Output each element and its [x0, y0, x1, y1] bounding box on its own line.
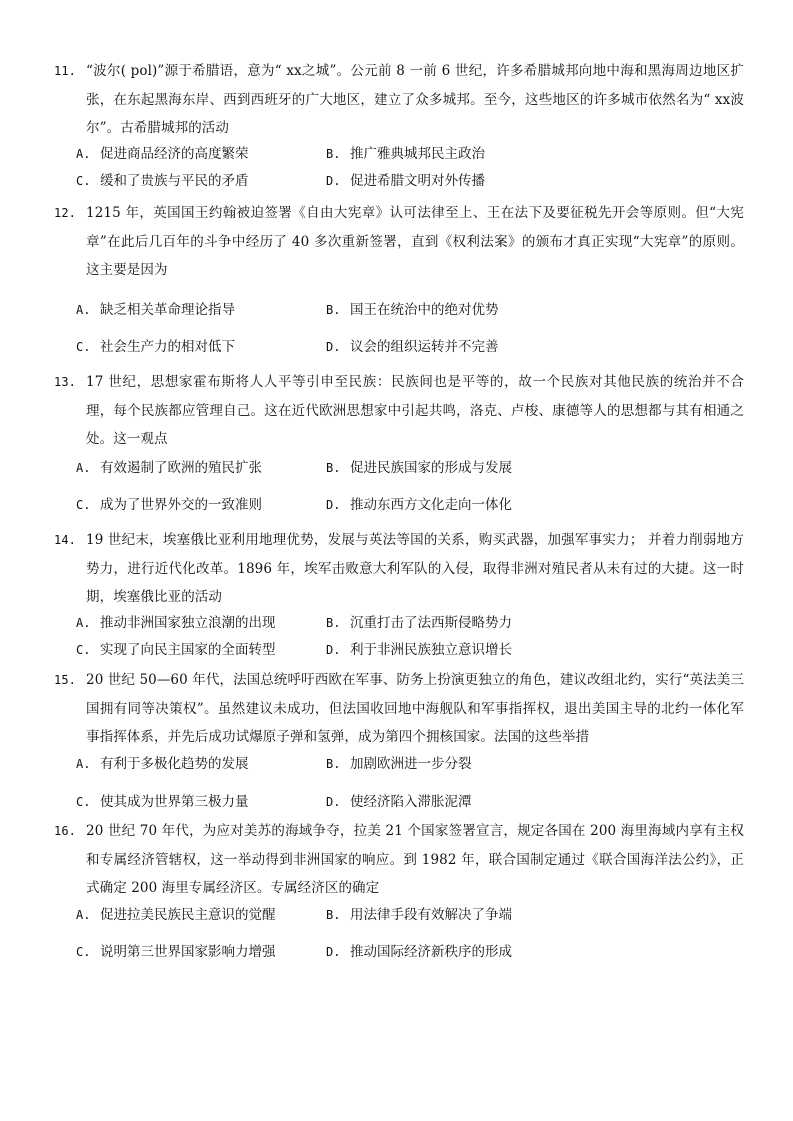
option-b: B. 加剧欧洲进一步分裂 [326, 755, 472, 772]
question-number: 12. [54, 206, 76, 220]
option-c: C. 说明第三世界国家影响力增强 [76, 943, 276, 960]
question-stem [54, 57, 744, 143]
option-a: A. 促进拉美民族民主意识的觉醒 [76, 906, 276, 923]
question-text: 19 世纪末，埃塞俄比亚利用地理优势，发展与英法等国的关系，购买武器，加强军事实力； 并着力削弱地方势力，进行近代化改革。1896 年，埃军击败意大利军队的入侵，取得非洲对殖民者从未有过的大捷。这一时期，埃塞俄比亚的活动 [86, 532, 744, 605]
option-b: B. 促进民族国家的形成与发展 [326, 459, 512, 476]
question-stem [54, 368, 744, 454]
option-c: C. 使其成为世界第三极力量 [76, 793, 249, 810]
option-b: B. 用法律手段有效解决了争端 [326, 906, 512, 923]
option-c: C. 成为了世界外交的一致准则 [76, 496, 262, 513]
option-b: B. 推广雅典城邦民主政治 [326, 145, 485, 162]
option-c: C. 社会生产力的相对低下 [76, 338, 235, 355]
option-d: D. 议会的组织运转并不完善 [326, 338, 499, 355]
question-stem [54, 817, 744, 903]
option-c: C. 缓和了贵族与平民的矛盾 [76, 172, 249, 189]
question-number: 14. [54, 533, 76, 547]
question-13 [54, 368, 744, 517]
option-d: D. 利于非洲民族独立意识增长 [326, 641, 512, 658]
option-d: D. 促进希腊文明对外传播 [326, 172, 485, 189]
question-12 [54, 199, 744, 359]
option-a: A. 有效遏制了欧洲的殖民扩张 [76, 459, 262, 476]
option-b: B. 沉重打击了法西斯侵略势力 [326, 614, 512, 631]
question-number: 11. [54, 64, 76, 78]
question-number: 16. [54, 824, 76, 838]
option-b: B. 国王在统治中的绝对优势 [326, 301, 499, 318]
question-stem [54, 526, 744, 612]
question-14 [54, 526, 744, 662]
options [54, 144, 744, 193]
question-16 [54, 817, 744, 964]
question-11 [54, 57, 744, 193]
question-number: 15. [54, 673, 76, 687]
question-text: 20 世纪 50—60 年代，法国总统呼吁西欧在军事、防务上扮演更独立的角色，建议改组北约，实行“英法美三国拥有同等决策权”。虽然建议未成功，但法国收回地中海舰队和军事指挥权，退出美国主导的北约一体化军事指挥体系，并先后成功试爆原子弹和氢弹，成为第四个拥核国家。法国的这些举措 [86, 672, 744, 745]
question-text: 20 世纪 70 年代，为应对美苏的海域争夺，拉美 21 个国家签署宣言，规定各国在 200 海里海域内享有主权和专属经济管辖权，这一举动得到非洲国家的响应。到 1982 年，联合国制定通过《联合国海洋法公约》，正式确定 200 海里专属经济区。专属经济区的确定 [86, 823, 744, 896]
option-a: A. 有利于多极化趋势的发展 [76, 755, 249, 772]
question-stem [54, 666, 744, 752]
question-15 [54, 666, 744, 814]
options [54, 905, 744, 964]
options [54, 300, 744, 359]
question-text: 1215 年，英国国王约翰被迫签署《自由大宪章》认可法律至上、王在法下及要征税先开会等原则。但“大宪章”在此后几百年的斗争中经历了 40 多次重新签署，直到《权利法案》的颁布才真正实现“大宪章”的原则。这主要是因为 [86, 205, 744, 278]
option-a: A. 促进商品经济的高度繁荣 [76, 145, 249, 162]
option-d: D. 使经济陷入滞胀泥潭 [326, 793, 472, 810]
option-d: D. 推动国际经济新秩序的形成 [326, 943, 512, 960]
option-a: A. 推动非洲国家独立浪潮的出现 [76, 614, 276, 631]
option-d: D. 推动东西方文化走向一体化 [326, 496, 512, 513]
question-stem [54, 199, 744, 285]
option-a: A. 缺乏相关革命理论指导 [76, 301, 235, 318]
options [54, 458, 744, 517]
option-c: C. 实现了向民主国家的全面转型 [76, 641, 276, 658]
options [54, 754, 744, 814]
options [54, 613, 744, 662]
question-number: 13. [54, 375, 76, 389]
question-text: 17 世纪，思想家霍布斯将人人平等引申至民族：民族间也是平等的，故一个民族对其他民族的统治并不合理，每个民族都应管理自己。这在近代欧洲思想家中引起共鸣，洛克、卢梭、康德等人的思想都与其有相通之处。这一观点 [86, 374, 744, 447]
question-text: “波尔( pol)”源于希腊语，意为“ xx之城”。公元前 8 一前 6 世纪，许多希腊城邦向地中海和黑海周边地区扩张，在东起黑海东岸、西到西班牙的广大地区，建立了众多城邦。至今，这些地区的许多城市依然名为“ xx波尔”。古希腊城邦的活动 [86, 63, 744, 136]
